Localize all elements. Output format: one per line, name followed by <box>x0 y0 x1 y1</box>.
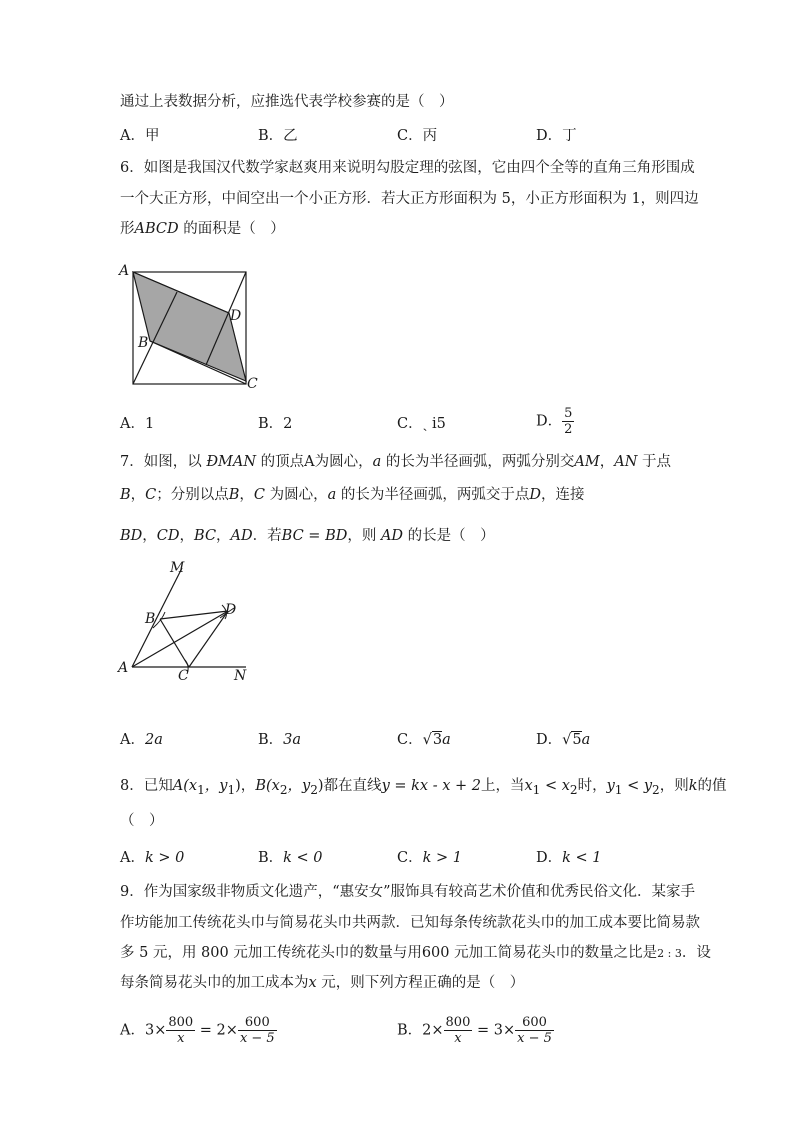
q5-option-d: D．丁 <box>536 128 577 144</box>
q8-option-a: A．k > 0 <box>120 850 185 866</box>
q7-option-a: A．2a <box>120 732 163 748</box>
q8-stem-line2: （ ） <box>120 813 164 829</box>
q6-label-a: A <box>119 263 130 279</box>
q9-option-a: A．3× $\frac{800}{x}$ = 2× $\frac{600}{x - 5}$ <box>120 1015 275 1046</box>
q6-option-b: B．2 <box>258 416 293 432</box>
q9-stem-line4: 每条简易花头巾的加工成本为x 元，则下列方程正确的是（ ） <box>120 975 525 991</box>
q6-stem-line1: 6．如图是我国汉代数学家赵爽用来说明勾股定理的弦图，它由四个全等的直角三角形围成 <box>120 160 695 176</box>
q8-option-d: D．k < 1 <box>536 850 602 866</box>
q7-rhombus-diagram <box>112 556 262 684</box>
q6-option-d-fraction: $\frac{5}{2}$ <box>564 406 573 437</box>
q9-stem-line3: 多 5 元，用 800 元加工传统花头巾的数量与用600 元加工简易花头巾的数量之比是2 : 3．设 <box>120 945 711 961</box>
q6-option-c: C．ˎ i5 <box>397 416 446 432</box>
q7-label-c: C <box>178 668 189 684</box>
q7-label-n: N <box>234 668 247 684</box>
q9-stem-line1: 9．作为国家级非物质文化遗产，“惠安女”服饰具有较高艺术价值和优秀民俗文化．某家手 <box>120 884 696 900</box>
q9-stem-line2: 作坊能加工传统花头巾与简易花头巾共两款．已知每条传统款花头巾的加工成本要比简易款 <box>120 915 700 931</box>
q7-label-m: M <box>170 560 185 576</box>
q7-option-d: D．√5a <box>536 732 591 748</box>
q8-option-b: B．k < 0 <box>258 850 323 866</box>
radical-sign: √ <box>562 732 572 748</box>
q7-stem-line2: B，C；分别以点B，C 为圆心，a 的长为半径画弧，两弧交于点D，连接 <box>120 487 585 503</box>
q7-stem-line1: 7．如图，以 ÐMAN 的顶点A为圆心，a 的长为半径画弧，两弧分别交AM，AN 于点 <box>120 454 672 470</box>
q6-stem-line2: 一个大正方形，中间空出一个小正方形．若大正方形面积为 5，小正方形面积为 1，则四边 <box>120 191 699 207</box>
q5-stem-tail: 通过上表数据分析，应推选代表学校参赛的是（ ） <box>120 94 454 110</box>
q7-label-b: B <box>145 611 156 627</box>
q9-option-b: B．2× $\frac{800}{x}$ = 3× $\frac{600}{x - 5}$ <box>397 1015 552 1046</box>
q6-option-d: D． $\frac{5}{2}$ <box>536 406 573 437</box>
q8-stem-line1: 8．已知$A(x_1$，$y_1$)，$B(x_2$，$y_2$)都在直线y = kx - x + 2上，当$x_1 < x_2$时，$y_1 < y_2$，则k的值 <box>120 778 727 797</box>
q7-option-b: B．3a <box>258 732 302 748</box>
radical-sign: √ <box>422 732 432 748</box>
q6-label-d: D <box>230 308 242 324</box>
q6-stem-line3: 形ABCD 的面积是（ ） <box>120 221 285 237</box>
q7-option-c: C．√3a <box>397 732 451 748</box>
q7-label-a: A <box>118 660 129 676</box>
q5-option-b: B．乙 <box>258 128 298 144</box>
q7-stem-line3: BD，CD，BC，AD．若BC = BD，则 AD 的长是（ ） <box>120 528 495 544</box>
q5-option-c: C．丙 <box>397 128 438 144</box>
q6-shaded-quadrilateral <box>133 272 246 381</box>
q6-label-c: C <box>247 376 258 392</box>
q6-zhao-shuang-diagram <box>116 262 266 392</box>
q7-label-d: D <box>225 602 237 618</box>
q8-option-c: C．k > 1 <box>397 850 462 866</box>
q6-option-a: A．1 <box>120 416 155 432</box>
q6-label-b: B <box>138 335 149 351</box>
q5-option-a: A．甲 <box>120 128 160 144</box>
